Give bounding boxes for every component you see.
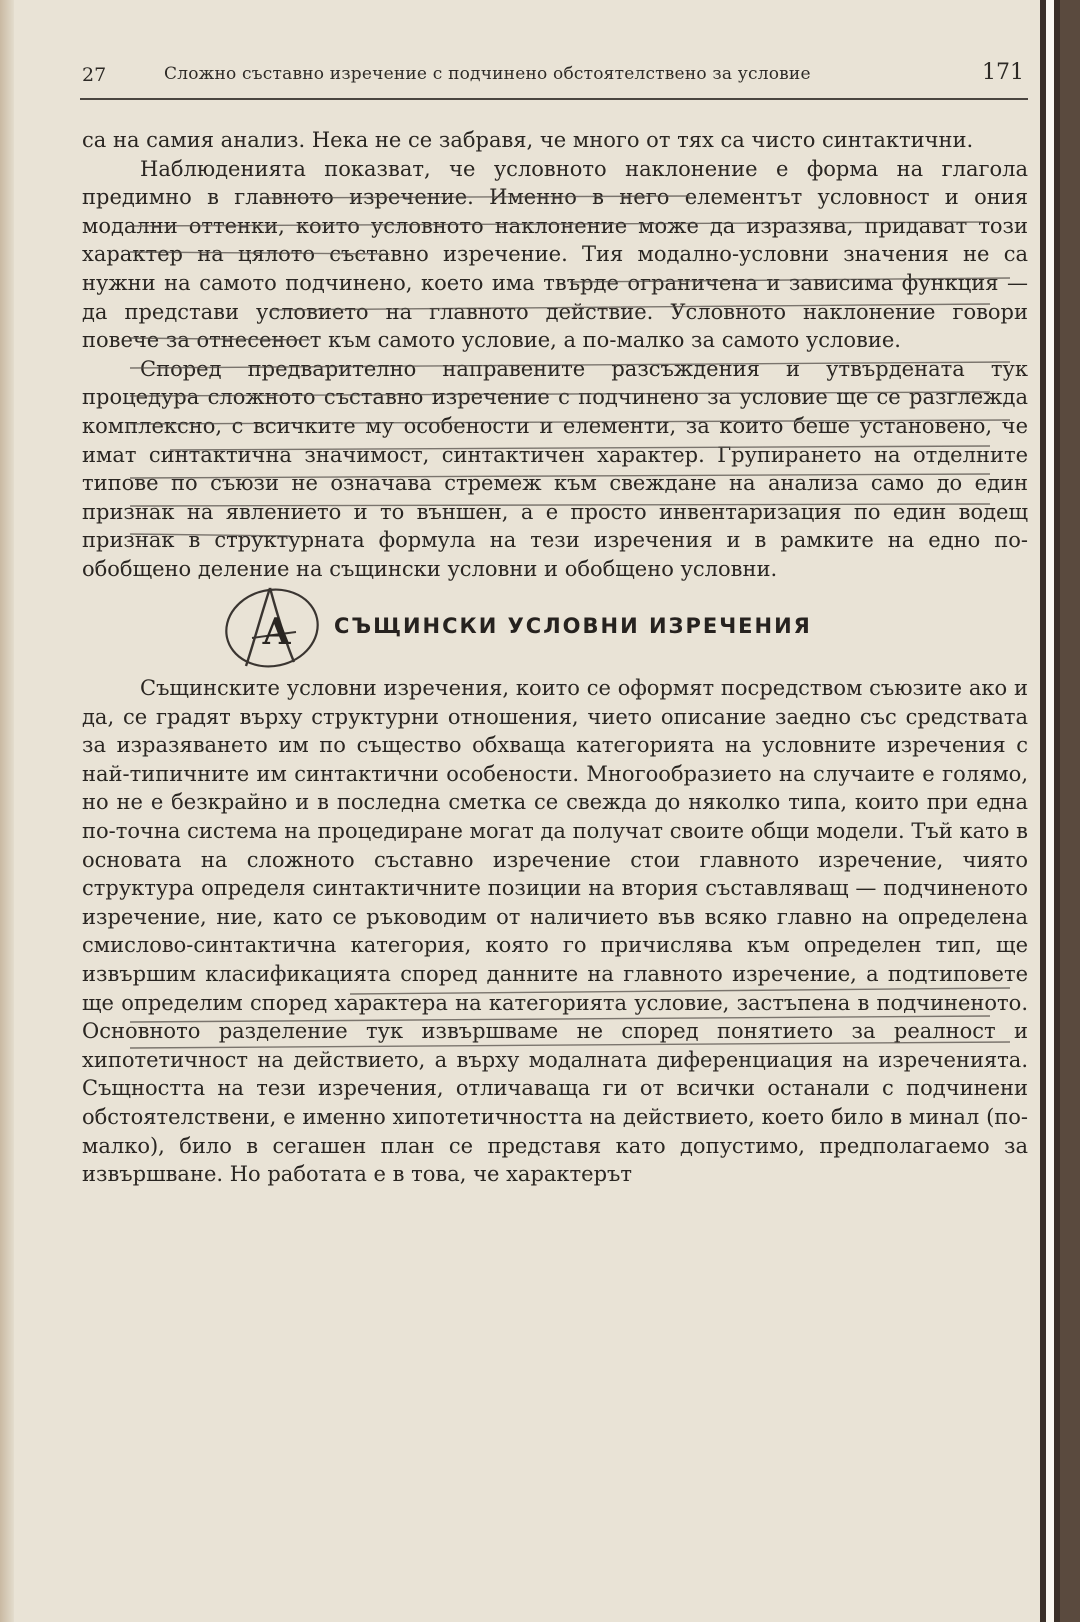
circled-letter-mark	[218, 582, 330, 674]
paragraph-4: Същинските условни изречения, които се оформят посредством съюзите ако и да, се градят върху структурни отношения, чието описание заедно със средствата за изразяването им по същество обхваща категорията на условните изречения с най-типичните им синтактични особености. Многообразието на случаите е голямо, но не е безкрайно и в последна сметка се свежда до няколко типа, които при една по-точна система на процедиране могат да получат своите общи модели. Тъй като в основата на сложното съставно изречение стои главното изречение, чиято структура определя синтактичните позиции на втория съставляващ — подчиненото изречение, ние, като се ръководим от наличието във всяко главно на определена смислово-синтактична категория, която го причислява към определен тип, ще извършим класификацията според данните на главното изречение, а подтиповете ще определим според характера на категорията условие, застъпена в подчиненото. Основното разделение тук извършваме не според понятието за реалност и хипотетичност на действието, а върху модалната диференциация на изреченията. Същността на тези изречения, отличаваща ги от всички останали с подчинени обстоятелствени, е именно хипотетичността на действието, което било в минал (по-малко), било в сегашен план се представя като допустимо, предполагаемо за извършване. Но работата е в това, че характерът	[82, 676, 1028, 1187]
chapter-number: 27	[82, 64, 107, 86]
page-number: 171	[982, 60, 1024, 85]
paragraph-1: са на самия анализ. Нека не се забравя, че много от тях са чисто синтактични.	[82, 128, 974, 152]
paragraph-2: Наблюденията показват, че условното наклонение е форма на глагола предимно в главното изречение. Именно в него елементът условност и ония модални оттенки, които условното наклонение може да изразява, придават този характер на цялото съставно изречение. Тия модално-условни значения не са нужни на самото подчинено, което има твърде ограничена и зависима функция — да представи условието на главното действие. Условното наклонение говори повече за отнесеност към самото условие, а по-малко за самото условие.	[82, 156, 1028, 353]
paragraph-3: Според предварително направените разсъждения и утвърдената тук процедура сложното съставно изречение с подчинено за условие ще се разглежда комплексно, с всичките му особености и елементи, за които беше установено, че имат синтактична значимост, синтактичен характер. Групирането на отделните типове по съюзи не означава стремеж към свеждане на анализа само до един признак на явлението и то външен, а е просто инвентаризация по един водещ признак в структурната формула на тези изречения и в рамките на едно по-обобщено деление на същински условни и обобщено условни.	[82, 356, 1028, 581]
header-rule	[80, 98, 1028, 100]
section-heading: СЪЩИНСКИ УСЛОВНИ ИЗРЕЧЕНИЯ	[334, 613, 812, 638]
heading-letter: А	[262, 610, 294, 653]
page-spine-shadow	[0, 0, 14, 1622]
body-text	[82, 126, 1028, 1189]
section-heading-row	[82, 610, 1028, 653]
running-title: Сложно съставно изречение с подчинено обстоятелствено за условие	[164, 64, 811, 84]
page-edge-highlight	[1046, 0, 1054, 1622]
running-header	[80, 58, 1028, 94]
